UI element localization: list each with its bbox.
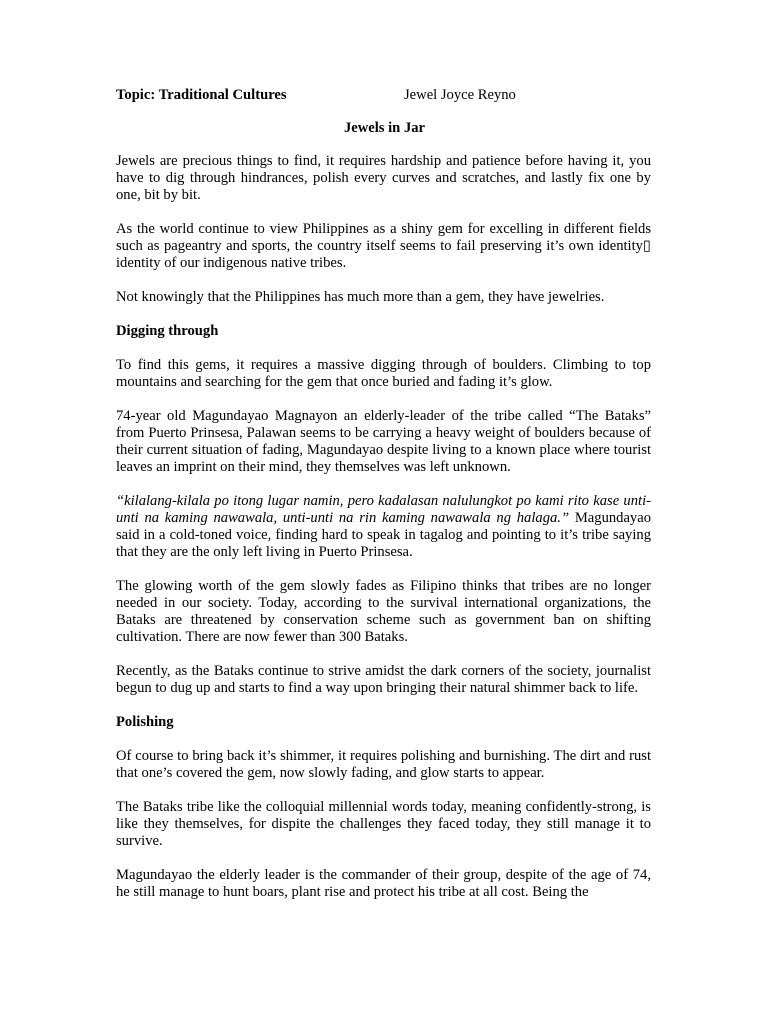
paragraph-quote bbox=[116, 493, 651, 561]
heading-digging-through: Digging through bbox=[116, 323, 219, 339]
paragraph-glowing-worth: The glowing worth of the gem slowly fades as Filipino thinks that tribes are no longer needed in our society. Today, according to the survival international organizations, the Bataks are threatened by conservation scheme such as government ban on shifting cultivation. There are now fewer than 300 Bataks. bbox=[116, 578, 651, 645]
document-body bbox=[116, 87, 651, 918]
quote-attribution: Magundayao said in a cold-toned voice, finding hard to speak in tagalog and pointing to it’s tribe saying that they are the only left living in Puerto Prinsesa. bbox=[116, 510, 652, 560]
paragraph-magundayao-intro: 74-year old Magundayao Magnayon an elderly-leader of the tribe called “The Bataks” from Puerto Prinsesa, Palawan seems to be carrying a heavy weight of boulders because of their current situation of fading, Magundayao despite living to a known place where tourist leaves an imprint on their mind, they themselves was left unknown. bbox=[116, 408, 651, 475]
tagalog-quote: “kilalang-kilala po itong lugar namin, pero kadalasan nalulungkot po kami rito kase unti-unti na kaming nawawala, unti-unti na rin kaming nawawala ng halaga.” bbox=[116, 493, 651, 526]
paragraph-recently: Recently, as the Bataks continue to strive amidst the dark corners of the society, journalist begun to dug up and starts to find a way upon bringing their natural shimmer back to life. bbox=[116, 663, 651, 696]
topic-label: Topic: Traditional Cultures bbox=[116, 87, 287, 103]
article-title: Jewels in Jar bbox=[343, 120, 426, 136]
paragraph-intro: Jewels are precious things to find, it requires hardship and patience before having it, you have to dig through hindrances, polish every curves and scratches, and lastly fix one by one, bit by bit. bbox=[116, 153, 651, 203]
paragraph-world-view: As the world continue to view Philippines as a shiny gem for excelling in different fields such as pageantry and sports, the country itself seems to fail preserving it’s own identity▯ identity of our indigenous native tribes. bbox=[116, 221, 651, 271]
heading-polishing: Polishing bbox=[116, 714, 174, 730]
paragraph-find-gems: To find this gems, it requires a massive digging through of boulders. Climbing to top mountains and searching for the gem that once buried and fading it’s glow. bbox=[116, 357, 651, 390]
paragraph-elderly-leader: Magundayao the elderly leader is the commander of their group, despite of the age of 74, he still manage to hunt boars, plant rise and protect his tribe at all cost. Being the bbox=[116, 867, 651, 900]
header-row bbox=[116, 87, 651, 104]
paragraph-bataks-tribe: The Bataks tribe like the colloquial millennial words today, meaning confidently-strong, is like they themselves, for dispite the challenges they faced today, they still manage it to survive. bbox=[116, 799, 651, 849]
paragraph-not-knowingly: Not knowingly that the Philippines has much more than a gem, they have jewelries. bbox=[116, 289, 605, 305]
author-name: Jewel Joyce Reyno bbox=[404, 87, 516, 103]
paragraph-shimmer: Of course to bring back it’s shimmer, it requires polishing and burnishing. The dirt and rust that one’s covered the gem, now slowly fading, and glow starts to appear. bbox=[116, 748, 651, 781]
